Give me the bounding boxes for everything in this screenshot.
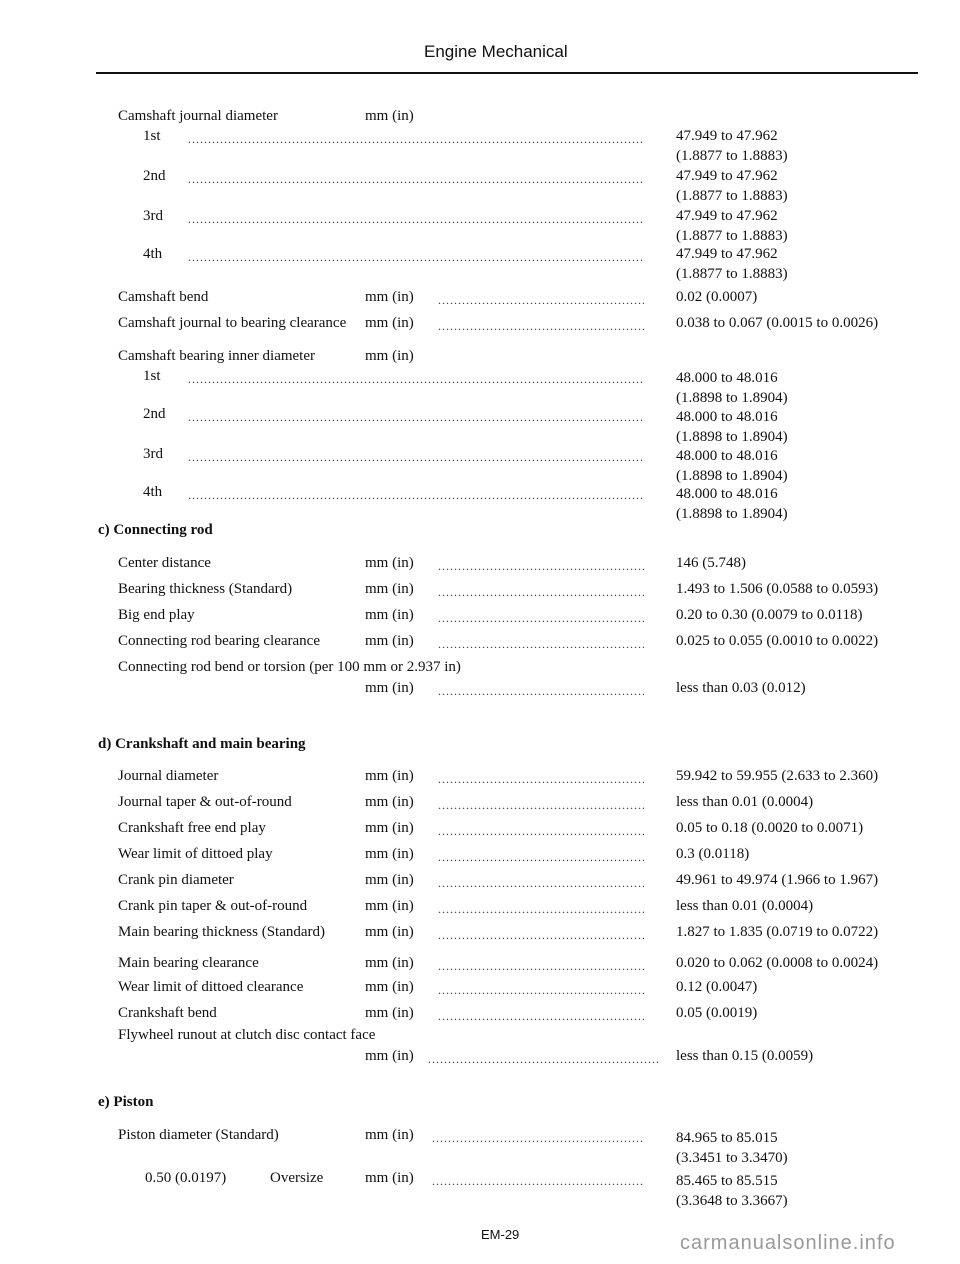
- crank-row-unit: mm (in): [365, 872, 414, 888]
- cam-clearance-label: Camshaft journal to bearing clearance: [118, 315, 347, 331]
- cam-bend-label: Camshaft bend: [118, 289, 209, 305]
- cam-journal-2-value: 47.949 to 47.962: [676, 168, 778, 184]
- cam-journal-3-value: 47.949 to 47.962: [676, 208, 778, 224]
- dot-leader: [438, 293, 644, 308]
- piston-diameter-label: Piston diameter (Standard): [118, 1127, 279, 1143]
- dot-leader: [438, 559, 644, 574]
- crank-row-value: 0.05 (0.0019): [676, 1005, 758, 1021]
- crank-row-unit: mm (in): [365, 846, 414, 862]
- crank-row-value: 1.827 to 1.835 (0.0719 to 0.0722): [676, 924, 879, 940]
- conrod-row-value: 146 (5.748): [676, 555, 746, 571]
- crank-row-unit: mm (in): [365, 955, 414, 971]
- crank-row-label: Crankshaft bend: [118, 1005, 217, 1021]
- dot-leader: [188, 488, 644, 503]
- crank-row-value: 0.05 to 0.18 (0.0020 to 0.0071): [676, 820, 864, 836]
- cam-bearing-3-value: 48.000 to 48.016: [676, 448, 778, 464]
- crank-row-label: Journal diameter: [118, 768, 219, 784]
- crank-row-label: Wear limit of dittoed clearance: [118, 979, 304, 995]
- flywheel-unit: mm (in): [365, 1048, 414, 1064]
- flywheel-label: Flywheel runout at clutch disc contact face: [118, 1027, 376, 1043]
- cam-journal-1-value: 47.949 to 47.962: [676, 128, 778, 144]
- crank-row-unit: mm (in): [365, 794, 414, 810]
- conrod-row-unit: mm (in): [365, 633, 414, 649]
- piston-oversize-value-in: (3.3648 to 3.3667): [676, 1193, 788, 1209]
- dot-leader: [438, 319, 644, 334]
- header-rule: [96, 72, 918, 74]
- crank-row-unit: mm (in): [365, 898, 414, 914]
- conrod-bend-unit: mm (in): [365, 680, 414, 696]
- dot-leader: [438, 798, 644, 813]
- cam-bend-value: 0.02 (0.0007): [676, 289, 758, 305]
- cam-journal-2-value-in: (1.8877 to 1.8883): [676, 188, 788, 204]
- crank-row-value: less than 0.01 (0.0004): [676, 898, 814, 914]
- cam-journal-diameter-label: Camshaft journal diameter: [118, 108, 278, 124]
- conrod-bend-value: less than 0.03 (0.012): [676, 680, 806, 696]
- section-heading-piston: e) Piston: [98, 1094, 154, 1110]
- cam-journal-1-value-in: (1.8877 to 1.8883): [676, 148, 788, 164]
- dot-leader: [438, 611, 644, 626]
- piston-diameter-value: 84.965 to 85.015: [676, 1130, 778, 1146]
- crank-row-unit: mm (in): [365, 820, 414, 836]
- cam-journal-3-label: 3rd: [143, 208, 163, 224]
- cam-bearing-1-value-in: (1.8898 to 1.8904): [676, 390, 788, 406]
- cam-bearing-4-value-in: (1.8898 to 1.8904): [676, 506, 788, 522]
- dot-leader: [428, 1052, 660, 1067]
- page-title: Engine Mechanical: [424, 42, 568, 61]
- dot-leader: [438, 824, 644, 839]
- page-number: EM-29: [481, 1227, 520, 1242]
- dot-leader: [188, 372, 644, 387]
- dot-leader: [432, 1131, 644, 1146]
- conrod-row-value: 0.20 to 0.30 (0.0079 to 0.0118): [676, 607, 863, 623]
- crank-row-value: 0.020 to 0.062 (0.0008 to 0.0024): [676, 955, 879, 971]
- crank-row-unit: mm (in): [365, 768, 414, 784]
- dot-leader: [438, 850, 644, 865]
- conrod-row-unit: mm (in): [365, 581, 414, 597]
- dot-leader: [438, 876, 644, 891]
- cam-bend-unit: mm (in): [365, 289, 414, 305]
- dot-leader: [438, 637, 644, 652]
- cam-bearing-label: Camshaft bearing inner diameter: [118, 348, 316, 364]
- dot-leader: [188, 172, 644, 187]
- dot-leader: [188, 132, 644, 147]
- crank-row-value: 0.12 (0.0047): [676, 979, 758, 995]
- crank-row-unit: mm (in): [365, 1005, 414, 1021]
- cam-journal-2-label: 2nd: [143, 168, 166, 184]
- crank-row-unit: mm (in): [365, 979, 414, 995]
- conrod-bend-label: Connecting rod bend or torsion (per 100 mm or 2.937 in): [118, 659, 461, 675]
- flywheel-value: less than 0.15 (0.0059): [676, 1048, 814, 1064]
- cam-journal-4-value: 47.949 to 47.962: [676, 246, 778, 262]
- piston-diameter-unit: mm (in): [365, 1127, 414, 1143]
- dot-leader: [438, 928, 644, 943]
- cam-journal-1-label: 1st: [143, 128, 161, 144]
- conrod-row-label: Bearing thickness (Standard): [118, 581, 293, 597]
- cam-clearance-value: 0.038 to 0.067 (0.0015 to 0.0026): [676, 315, 879, 331]
- cam-clearance-unit: mm (in): [365, 315, 414, 331]
- cam-bearing-2-label: 2nd: [143, 406, 166, 422]
- cam-bearing-1-label: 1st: [143, 368, 161, 384]
- dot-leader: [438, 1009, 644, 1024]
- piston-oversize-unit: mm (in): [365, 1170, 414, 1186]
- cam-bearing-1-value: 48.000 to 48.016: [676, 370, 778, 386]
- dot-leader: [438, 585, 644, 600]
- crank-row-unit: mm (in): [365, 924, 414, 940]
- cam-bearing-4-value: 48.000 to 48.016: [676, 486, 778, 502]
- crank-row-value: less than 0.01 (0.0004): [676, 794, 814, 810]
- cam-journal-diameter-unit: mm (in): [365, 108, 414, 124]
- crank-row-value: 59.942 to 59.955 (2.633 to 2.360): [676, 768, 879, 784]
- cam-bearing-2-value: 48.000 to 48.016: [676, 409, 778, 425]
- conrod-row-label: Center distance: [118, 555, 211, 571]
- dot-leader: [432, 1174, 644, 1189]
- section-heading-crankshaft: d) Crankshaft and main bearing: [98, 736, 306, 752]
- crank-row-label: Main bearing thickness (Standard): [118, 924, 326, 940]
- crank-row-label: Wear limit of dittoed play: [118, 846, 273, 862]
- piston-oversize-value: 85.465 to 85.515: [676, 1173, 778, 1189]
- cam-journal-4-label: 4th: [143, 246, 163, 262]
- dot-leader: [188, 450, 644, 465]
- crank-row-value: 49.961 to 49.974 (1.966 to 1.967): [676, 872, 879, 888]
- cam-bearing-unit: mm (in): [365, 348, 414, 364]
- piston-oversize-word: Oversize: [270, 1170, 324, 1186]
- dot-leader: [438, 983, 644, 998]
- section-heading-connecting-rod: c) Connecting rod: [98, 522, 213, 538]
- dot-leader: [188, 410, 644, 425]
- crank-row-label: Journal taper & out-of-round: [118, 794, 292, 810]
- cam-bearing-2-value-in: (1.8898 to 1.8904): [676, 429, 788, 445]
- dot-leader: [188, 212, 644, 227]
- cam-bearing-3-label: 3rd: [143, 446, 163, 462]
- conrod-row-label: Big end play: [118, 607, 195, 623]
- dot-leader: [438, 959, 644, 974]
- crank-row-value: 0.3 (0.0118): [676, 846, 750, 862]
- conrod-row-unit: mm (in): [365, 555, 414, 571]
- conrod-row-value: 0.025 to 0.055 (0.0010 to 0.0022): [676, 633, 879, 649]
- conrod-row-unit: mm (in): [365, 607, 414, 623]
- piston-oversize-size: 0.50 (0.0197): [145, 1170, 227, 1186]
- dot-leader: [188, 250, 644, 265]
- dot-leader: [438, 902, 644, 917]
- dot-leader: [438, 772, 644, 787]
- dot-leader: [438, 684, 644, 699]
- conrod-row-value: 1.493 to 1.506 (0.0588 to 0.0593): [676, 581, 879, 597]
- crank-row-label: Crank pin diameter: [118, 872, 234, 888]
- conrod-row-label: Connecting rod bearing clearance: [118, 633, 320, 649]
- crank-row-label: Crankshaft free end play: [118, 820, 266, 836]
- piston-diameter-value-in: (3.3451 to 3.3470): [676, 1150, 788, 1166]
- cam-bearing-4-label: 4th: [143, 484, 163, 500]
- cam-journal-4-value-in: (1.8877 to 1.8883): [676, 266, 788, 282]
- watermark: carmanualsonline.info: [680, 1232, 896, 1254]
- crank-row-label: Main bearing clearance: [118, 955, 259, 971]
- crank-row-label: Crank pin taper & out-of-round: [118, 898, 308, 914]
- cam-bearing-3-value-in: (1.8898 to 1.8904): [676, 468, 788, 484]
- cam-journal-3-value-in: (1.8877 to 1.8883): [676, 228, 788, 244]
